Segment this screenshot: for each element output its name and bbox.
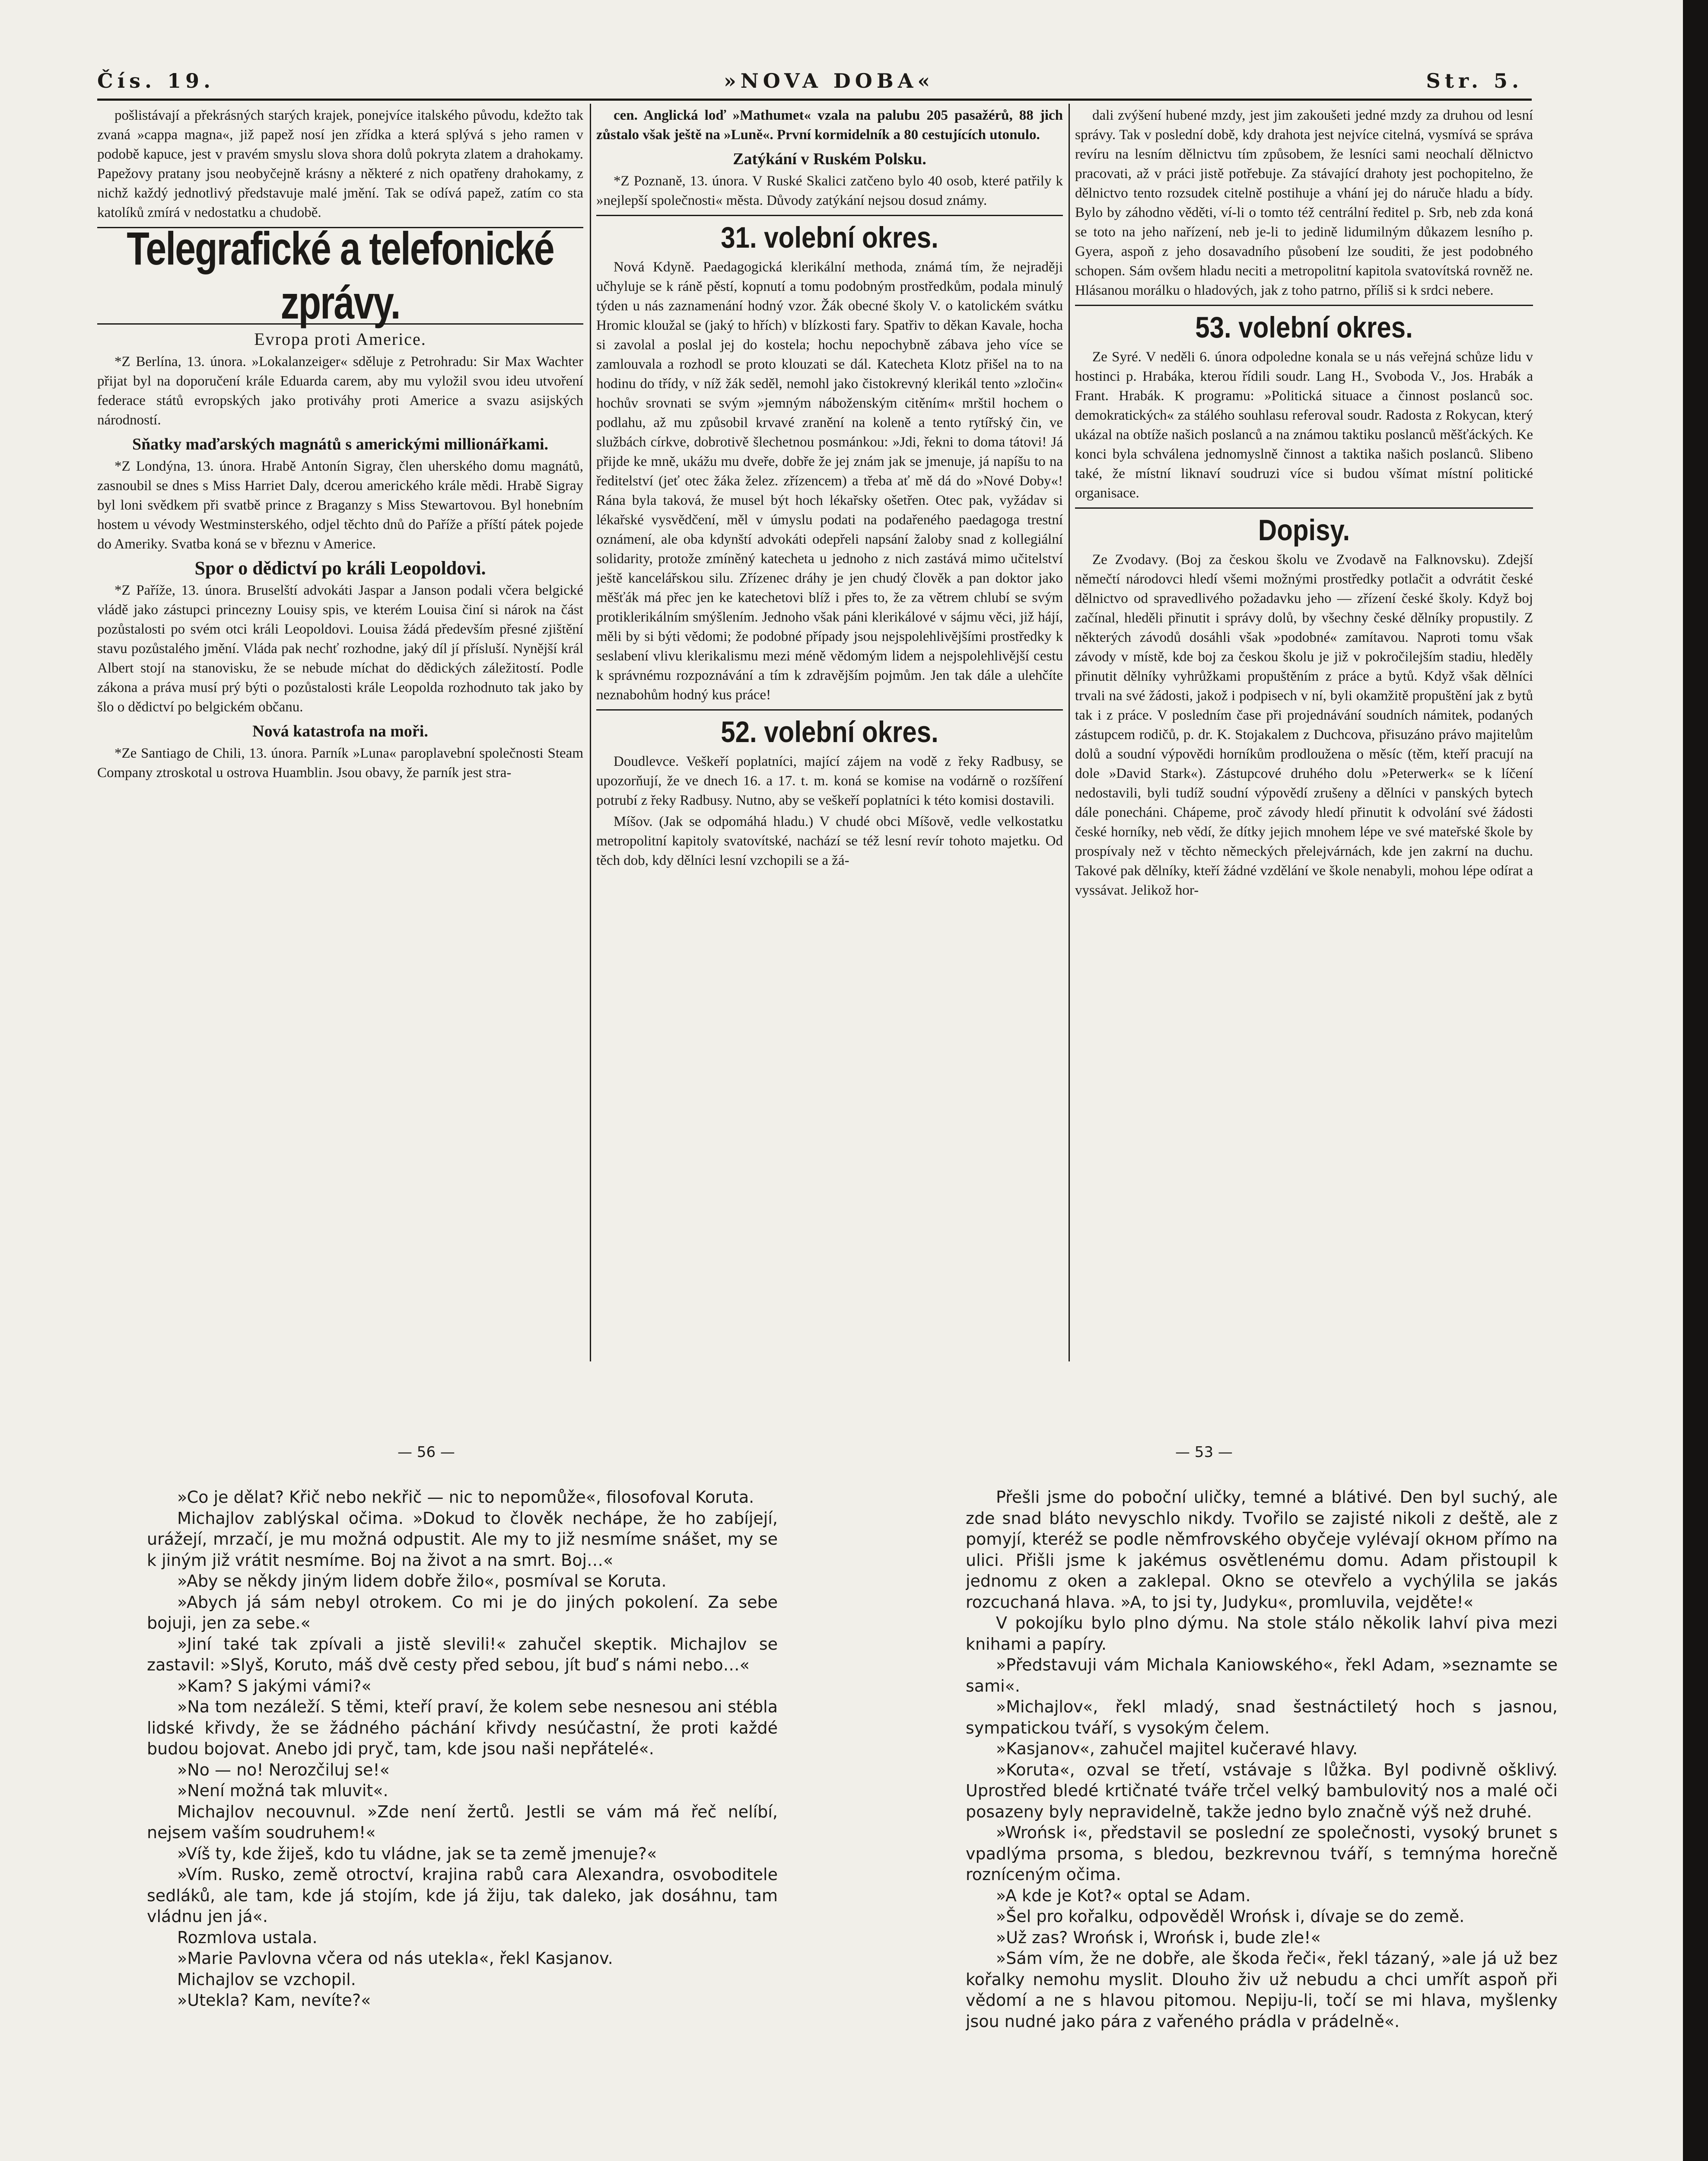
news-title-catastrophe: Nová katastrofa na moři. bbox=[252, 722, 428, 740]
news-title-poland: Zatýkání v Ruském Polsku. bbox=[733, 150, 926, 168]
column-divider-2 bbox=[1069, 104, 1070, 1361]
news-body-poland: *Z Poznaně, 13. února. V Ruské Skalici zatčeno bylo 40 osob, které patřily k »nejlepší společnosti« města. Důvody zatýkání nejsou dosud známy. bbox=[596, 173, 1063, 208]
story-paragraph: Michajlov necouvnul. »Zde není žertů. Jestli se vám má řeč nelíbí, nejsem vaším soudruhem!« bbox=[147, 1802, 778, 1842]
column-3 bbox=[1075, 106, 1533, 1361]
story-paragraph: Michajlov se vzchopil. bbox=[177, 1970, 356, 1989]
lower-left-story bbox=[147, 1487, 778, 2161]
column-divider-1 bbox=[590, 104, 591, 1361]
lower-right-story bbox=[966, 1487, 1558, 2161]
district-31-body: Nová Kdyně. Paedagogická klerikální methoda, známá tím, že nejraději učhyluje se k ráně pěstí, kopnutí a tomu podobným prostředkům, podala minulý týden u nás zaznamenání hodný vzor. Žák obecné školy V. o katolickém svátku Hromic kloužal se (jaký to hřích) v blízkosti fary. Spatřiv to děkan Kavale, hocha si zavolal a poslal jej do kostela; hochu nepochybně zábava jeho více se zamlouvala a rozhodl se proto klouzati se dál. Katecheta Klotz přišel na to na hodinu do třídy, v níž žák seděl, nemohl jako čistokrevný klerikál tento »zločin« hochův srovnati se svým »jemným náboženským citěním« mrštil hochem o podlahu, až mu způsobil krvavé zranění na koleně a tento rytířský čin, ve službách církve, dobrotivě šlechetnou posmánkou: »Jdi, řekni to doma tátovi! Já přijde ke mně, ukážu mu dveře, dobře že jej znám jak se jmenuje, já napíšu to na ředitelství (jeť otec žáka želez. zřízencem) a třeba ať mě dá do »Nové Doby«! Rána byla taková, že musel být hoch lékařsky ošetřen. Otec pak, vyžádav si lékařské vysvědčení, měl v úmyslu podati na podařeného paedagoga trestní oznámení, ale oba kdynští advokáti odepřeli napsání žaloby snad z kollegiální solidarity, protože zmíněný katecheta u jednoho z nich zastává mimo učitelství ještě kancelářskou silu. Zřízenec dráhy je jen chudý člověk a pan doktor jako měšťák má přec jen ke katechetovi blíž i přes to, že za větrem chlubí se svým protiklerikálním smýšlením. Jednoho však páni klerikálové v sájmu věci, již hájí, měli by si býti vědomi; že podobné případy jsou nejspolehlivějšími prostředky k seslabení vlivu klerikalismu mezi méně vědomým lidem a nejspolehlivější cestu k správnému rozpoznávání a tím k zdravějším pojmům. Jen tak dále a ulehčíte neznabohům hodný kus práce! bbox=[596, 259, 1063, 703]
masthead bbox=[97, 65, 1523, 95]
story-paragraph: »Sám vím, že ne dobře, ale škoda řeči«, řekl tázaný, »ale já už bez kořalky nemohu myslit. Dlouho živ už nebudu a chci umřít aspoň při vědomí a ne s hlavou pitomou. Nepiju-li, točí se mi hlava, myšlenky jsou nudné jako pára z vařeného prádla v prádelně«. bbox=[966, 1949, 1558, 2031]
separator bbox=[596, 709, 1063, 711]
story-paragraph: »Víš ty, kde žiješ, kdo tu vládne, jak se ta země jmenuje?« bbox=[177, 1844, 657, 1863]
separator bbox=[1075, 305, 1533, 306]
column-2 bbox=[596, 106, 1063, 1361]
story-paragraph: »Vím. Rusko, země otroctví, krajina rabů cara Alexandra, osvoboditele sedláků, ale tam, kde já stojím, kde já žiju, tak daleko, jak dosáhnu, tam vládnu jen já«. bbox=[147, 1865, 778, 1926]
story-paragraph: »Aby se někdy jiným lidem dobře žilo«, posmíval se Koruta. bbox=[177, 1571, 667, 1590]
district-53-heading: 53. volební okres. bbox=[1195, 310, 1413, 344]
news-body-europe: *Z Berlína, 13. února. »Lokalanzeiger« sděluje z Petrohradu: Sir Max Wachter přijat byl na doporučení krále Eduarda carem, aby mu vyložil svou ideu utvoření federace států evropských jako protiváhy proti Americe a svazu asijských národností. bbox=[97, 354, 583, 428]
story-paragraph: »Není možná tak mluvit«. bbox=[177, 1781, 388, 1800]
story-paragraph: »Marie Pavlovna včera od nás utekla«, řekl Kasjanov. bbox=[177, 1949, 613, 1968]
news-title-europe: Evropa proti Americe. bbox=[254, 329, 426, 349]
story-paragraph: »Jiní také tak zpívali a jistě slevili!« zahučel skeptik. Michajlov se zastavil: »Slyš, Koruto, máš dvě cesty před sebou, jít buď s námi nebo…« bbox=[147, 1634, 778, 1674]
story-paragraph: V pokojíku bylo plno dýmu. Na stole stálo několik lahví piva mezi knihami a papíry. bbox=[966, 1613, 1558, 1654]
lower-left-page-number: — 56 — bbox=[398, 1444, 455, 1461]
story-paragraph: »Abych já sám nebyl otrokem. Co mi je do jiných pokolení. Za sebe bojuji, jen za sebe.« bbox=[147, 1592, 778, 1632]
column-1 bbox=[97, 106, 583, 1361]
separator bbox=[1075, 507, 1533, 509]
story-paragraph: »Utekla? Kam, nevíte?« bbox=[177, 1991, 371, 2010]
story-paragraph: »Už zas? Wrońsk i, Wrońsk i, bude zle!« bbox=[996, 1928, 1321, 1947]
letters-body: Ze Zvodavy. (Boj za českou školu ve Zvodavě na Falknovsku). Zdejší němečtí národovci hledí všemi možnými prostředky potlačit a odvrátit české dělnictvo od spravedlivého požadavku jeho — zřízení české školy. Když boj začínal, hleděli přinutit i správy dolů, by všechny české dělníky propustily. Z některých závodů dosáhli však »podobné« zamítavou. Naproti tomu však závody v místě, kde boj za českou školu je již v pokročilejším stadiu, hleděly přinutit dělníky vyhrůžkami propuštěním z práce a bytů. Když však dělníci trvali na své žádosti, jakož i podpisech v ní, byli okamžitě propuštění jak z bytů tak i z práce. V posledním čase při projednávání soudních námitek, podaných zástupcem rodičů, p. dr. K. Stojakalem z Duchcova, přisuzáno právo majitelům dolů a soudní výpovědi horníkům prodloužena o měsíc (těm, kteří pracují na dole »David Stark«). Zástupcové druhého dolu »Peterwerk« se k líčení nedostavili, byli tudíž soudní výpovědí zrušeny a dělníci v panských bytech dále ponecháni. Chápeme, proč závody hledí přinutit k odvolání své žádosti české horníky, neb vědí, že dítky jejich mnohem lépe ve své mateřské škole by prospívaly než v těchto německých přelejvárnách, kde jen zakrní na duchu. Takové pak dělníky, kteří žádné vzdělání ve škole nenabyli, mohou lépe odírat a vyssávat. Jelikož hor- bbox=[1075, 552, 1533, 898]
column-2-intro: cen. Anglická loď »Mathumet« vzala na palubu 205 pasažérů, 88 jich zůstalo však ještě na »Luně«. První kormidelník a 80 cestujících utonulo. bbox=[596, 108, 1063, 143]
story-paragraph: »Šel pro kořalku, odpověděl Wrońsk i, dívaje se do země. bbox=[996, 1907, 1465, 1926]
story-paragraph: Rozmlova ustala. bbox=[177, 1928, 318, 1947]
page-number: Str. 5. bbox=[1426, 69, 1523, 92]
issue-number: Čís. 19. bbox=[97, 69, 215, 92]
news-body-magnates: *Z Londýna, 13. února. Hrabě Antonín Sigray, člen uherského domu magnátů, zasnoubil se dnes s Miss Harriet Daly, dcerou amerického krále mědi. Hrabě Sigray byl loni svědkem při svatbě prince z Braganzy s Miss Stewartovou. Byl honebním hostem u vévody Westminsterského, odjel těchto dnů do Paříže a příští pátek pojede do Ameriky. Svatba koná se v březnu v Americe. bbox=[97, 459, 583, 552]
story-paragraph: »No — no! Nerozčiluj se!« bbox=[177, 1760, 390, 1779]
district-52-body: Doudlevce. Veškeří poplatníci, mající zájem na vodě z řeky Radbusy, se upozorňují, že ve dnech 16. a 17. t. m. koná se komise na vodárně o rozšíření potrubí z řeky Radbusy. Nutno, aby se veškeří poplatníci k této komisi dostavili. bbox=[596, 754, 1063, 808]
news-title-magnates: Sňatky maďarských magnátů s americkými millionářkami. bbox=[132, 435, 549, 453]
newspaper-title: »NOVA DOBA« bbox=[724, 69, 935, 92]
story-paragraph: »Michajlov«, řekl mladý, snad šestnáctiletý hoch s jasnou, sympatickou tváří, s vysokým čelem. bbox=[966, 1697, 1558, 1737]
misov-body: Míšov. (Jak se odpomáhá hladu.) V chudé obci Míšově, vedle velkostatku metropolitní kapitoly svatovítské, nachází se též lesní revír tohoto majetku. Od těch dob, kdy dělníci lesní vzchopili se a žá- bbox=[596, 814, 1063, 868]
separator bbox=[596, 215, 1063, 216]
story-paragraph: »Co je dělat? Křič nebo nekřič — nic to nepomůže«, filosofoval Koruta. bbox=[177, 1488, 754, 1507]
letters-heading: Dopisy. bbox=[1258, 513, 1350, 547]
news-body-leopold: *Z Paříže, 13. února. Bruselští advokáti Jaspar a Janson podali včera belgické vládě jako zástupci princezny Louisy spis, ve kterém Louisa činí si nárok na část pozůstalosti po svém otci králi Leopoldovi. Louisa žádá především přesné zjištění stavu pozůstalého jmění. Vláda pak nechť rozhodne, jaký díl jí přísluší. Nynější král Albert stojí na stanovisku, že se nebude míchat do dědických záležitostí. Podle zákona a práva musí prý býti o pozůstalosti krále Leopolda rozhodnuto tak jako by šlo o dědictví po belgickém občanu. bbox=[97, 583, 583, 715]
district-53-body: Ze Syré. V neděli 6. února odpoledne konala se u nás veřejná schůze lidu v hostinci p. Hrabáka, kterou řídili soudr. Lang H., Svoboda V., Jos. Hrabák a Frant. Hrabák. K programu: »Politická situace a činnost poslanců soc. demokratických« za stálého souhlasu referoval soudr. Radosta z Rokycan, který ukázal na obtíže našich poslanců a na známou taktiku poslanců měšťáckých. Ke konci byla schválena jednomyslně činnost a taktika našich poslanců. Slibeno také, že místní liknaví soudruzi více si budou všímat místní politické organisace. bbox=[1075, 349, 1533, 501]
telegraph-heading: Telegrafické a telefonické zprávy. bbox=[127, 223, 554, 329]
story-paragraph: »Na tom nezáleží. S těmi, kteří praví, že kolem sebe nesnesou ani stébla lidské křivdy, že se žádného páchání křivdy nesúčastní, že proti každé budou bojovat. Anebo jdi pryč, tam, kde jsou naši nepřátelé«. bbox=[147, 1697, 778, 1758]
column-1-intro: pošlistávají a překrásných starých krajek, ponejvíce italského původu, kdežto tak zvaná »cappa magna«, již papež nosí jen zřídka a která splývá s jeho ramen v podobě kapuce, jest v pravém smyslu slova shora dolů pokryta zlatem a drahokamy. Papežovy pratany jsou neobyčejně krásny a některé z nich opatřeny drahokamy, z nichž každý jednotlivý představuje malé jmění. Tak se odívá papež, zatím co sta katolíků zmírá v nedostatku a chudobě. bbox=[97, 108, 583, 220]
district-31-heading: 31. volební okres. bbox=[721, 220, 938, 254]
story-paragraph: »A kde je Kot?« optal se Adam. bbox=[996, 1886, 1251, 1905]
story-paragraph: Přešli jsme do poboční uličky, temné a blátivé. Den byl suchý, ale zde snad bláto nevyschlo nikdy. Tvořilo se zajisté nikoli z deště, ale z pomyjí, kteréž se podle němfrovského obyčeje vylévají okном přímo na ulici. Přišli jsme k jakémus osvětlenému domu. Adam přistoupil k jednomu z oken a zaklepal. Okno se otevřelo a vychýlila se jakás rozcuchaná hlava. »A, to jsi ty, Judyku«, promluvila, vejděte!« bbox=[966, 1488, 1558, 1612]
story-paragraph: »Koruta«, ozval se třetí, vstávaje s lůžka. Byl podivně ošklivý. Uprostřed bledé krtičnaté tváře trčel velký bambulovitý nos a malé oči posazeny byly nepravidelně, takže jedno bylo značně výš než druhé. bbox=[966, 1760, 1558, 1821]
story-paragraph: »Představuji vám Michala Kaniowského«, řekl Adam, »seznamte se sami«. bbox=[966, 1655, 1558, 1696]
story-paragraph: »Kasjanov«, zahučel majitel kučeravé hlavy. bbox=[996, 1739, 1358, 1758]
story-paragraph: »Kam? S jakými vámi?« bbox=[177, 1676, 372, 1696]
column-3-intro: dali zvýšení hubené mzdy, jest jim zakoušeti jedné mzdy za druhou od lesní správy. Tak v poslední době, kdy drahota jest nejvíce citelná, vysmívá se správa revíru na lesním dělnictvu tím způsobem, že lesníci sami neochalí dělnictvo pracovati, až v práci jistě potřebuje. Za stávající drahoty jest pochopitelno, že dělnictvo tento rozsudek citelně postihuje a vhání jej do náruče hladu a bídy. Bylo by záhodno věděti, ví-li o tomto též centrální ředitel p. Srb, neb zda koná se toto na jeho nařízení, neb je-li to jedině lidumilným důkazem lesního p. Gyera, aspoň z jeho dosavadního působení lze souditi, že jest podobného schopen. Sám ovšem hladu neciti a metropolitní kapitola svatovítská rovněž ne. Hlásanou morálku o hladových, jak z toho patrno, příliš si k srdci nebere. bbox=[1075, 108, 1533, 298]
masthead-rule bbox=[97, 99, 1532, 101]
news-body-catastrophe: *Ze Santiago de Chili, 13. února. Parník »Luna« paroplavební společnosti Steam Company ztroskotal u ostrova Huamblin. Jsou obavy, že parník jest stra- bbox=[97, 746, 583, 781]
story-paragraph: Michajlov zablýskal očima. »Dokud to člověk nechápe, že ho zabíjejí, urážejí, mrzačí, je mu možná odpustit. Ale my to již nesmíme snášet, my se k jiným již vrátit nesmíme. Boj na život a na smrt. Boj…« bbox=[147, 1508, 778, 1570]
lower-right-page-number: — 53 — bbox=[1175, 1444, 1233, 1461]
story-paragraph: »Wrońsk i«, představil se poslední ze společnosti, vysoký brunet s vpadlýma prsoma, s bledou, bezkrevnou tváří, s temnýma horečně rozníceným očima. bbox=[966, 1823, 1558, 1884]
scan-edge-shadow bbox=[1683, 0, 1708, 2161]
district-52-heading: 52. volební okres. bbox=[721, 715, 938, 749]
news-title-leopold: Spor o dědictví po králi Leopoldovi. bbox=[194, 558, 486, 579]
